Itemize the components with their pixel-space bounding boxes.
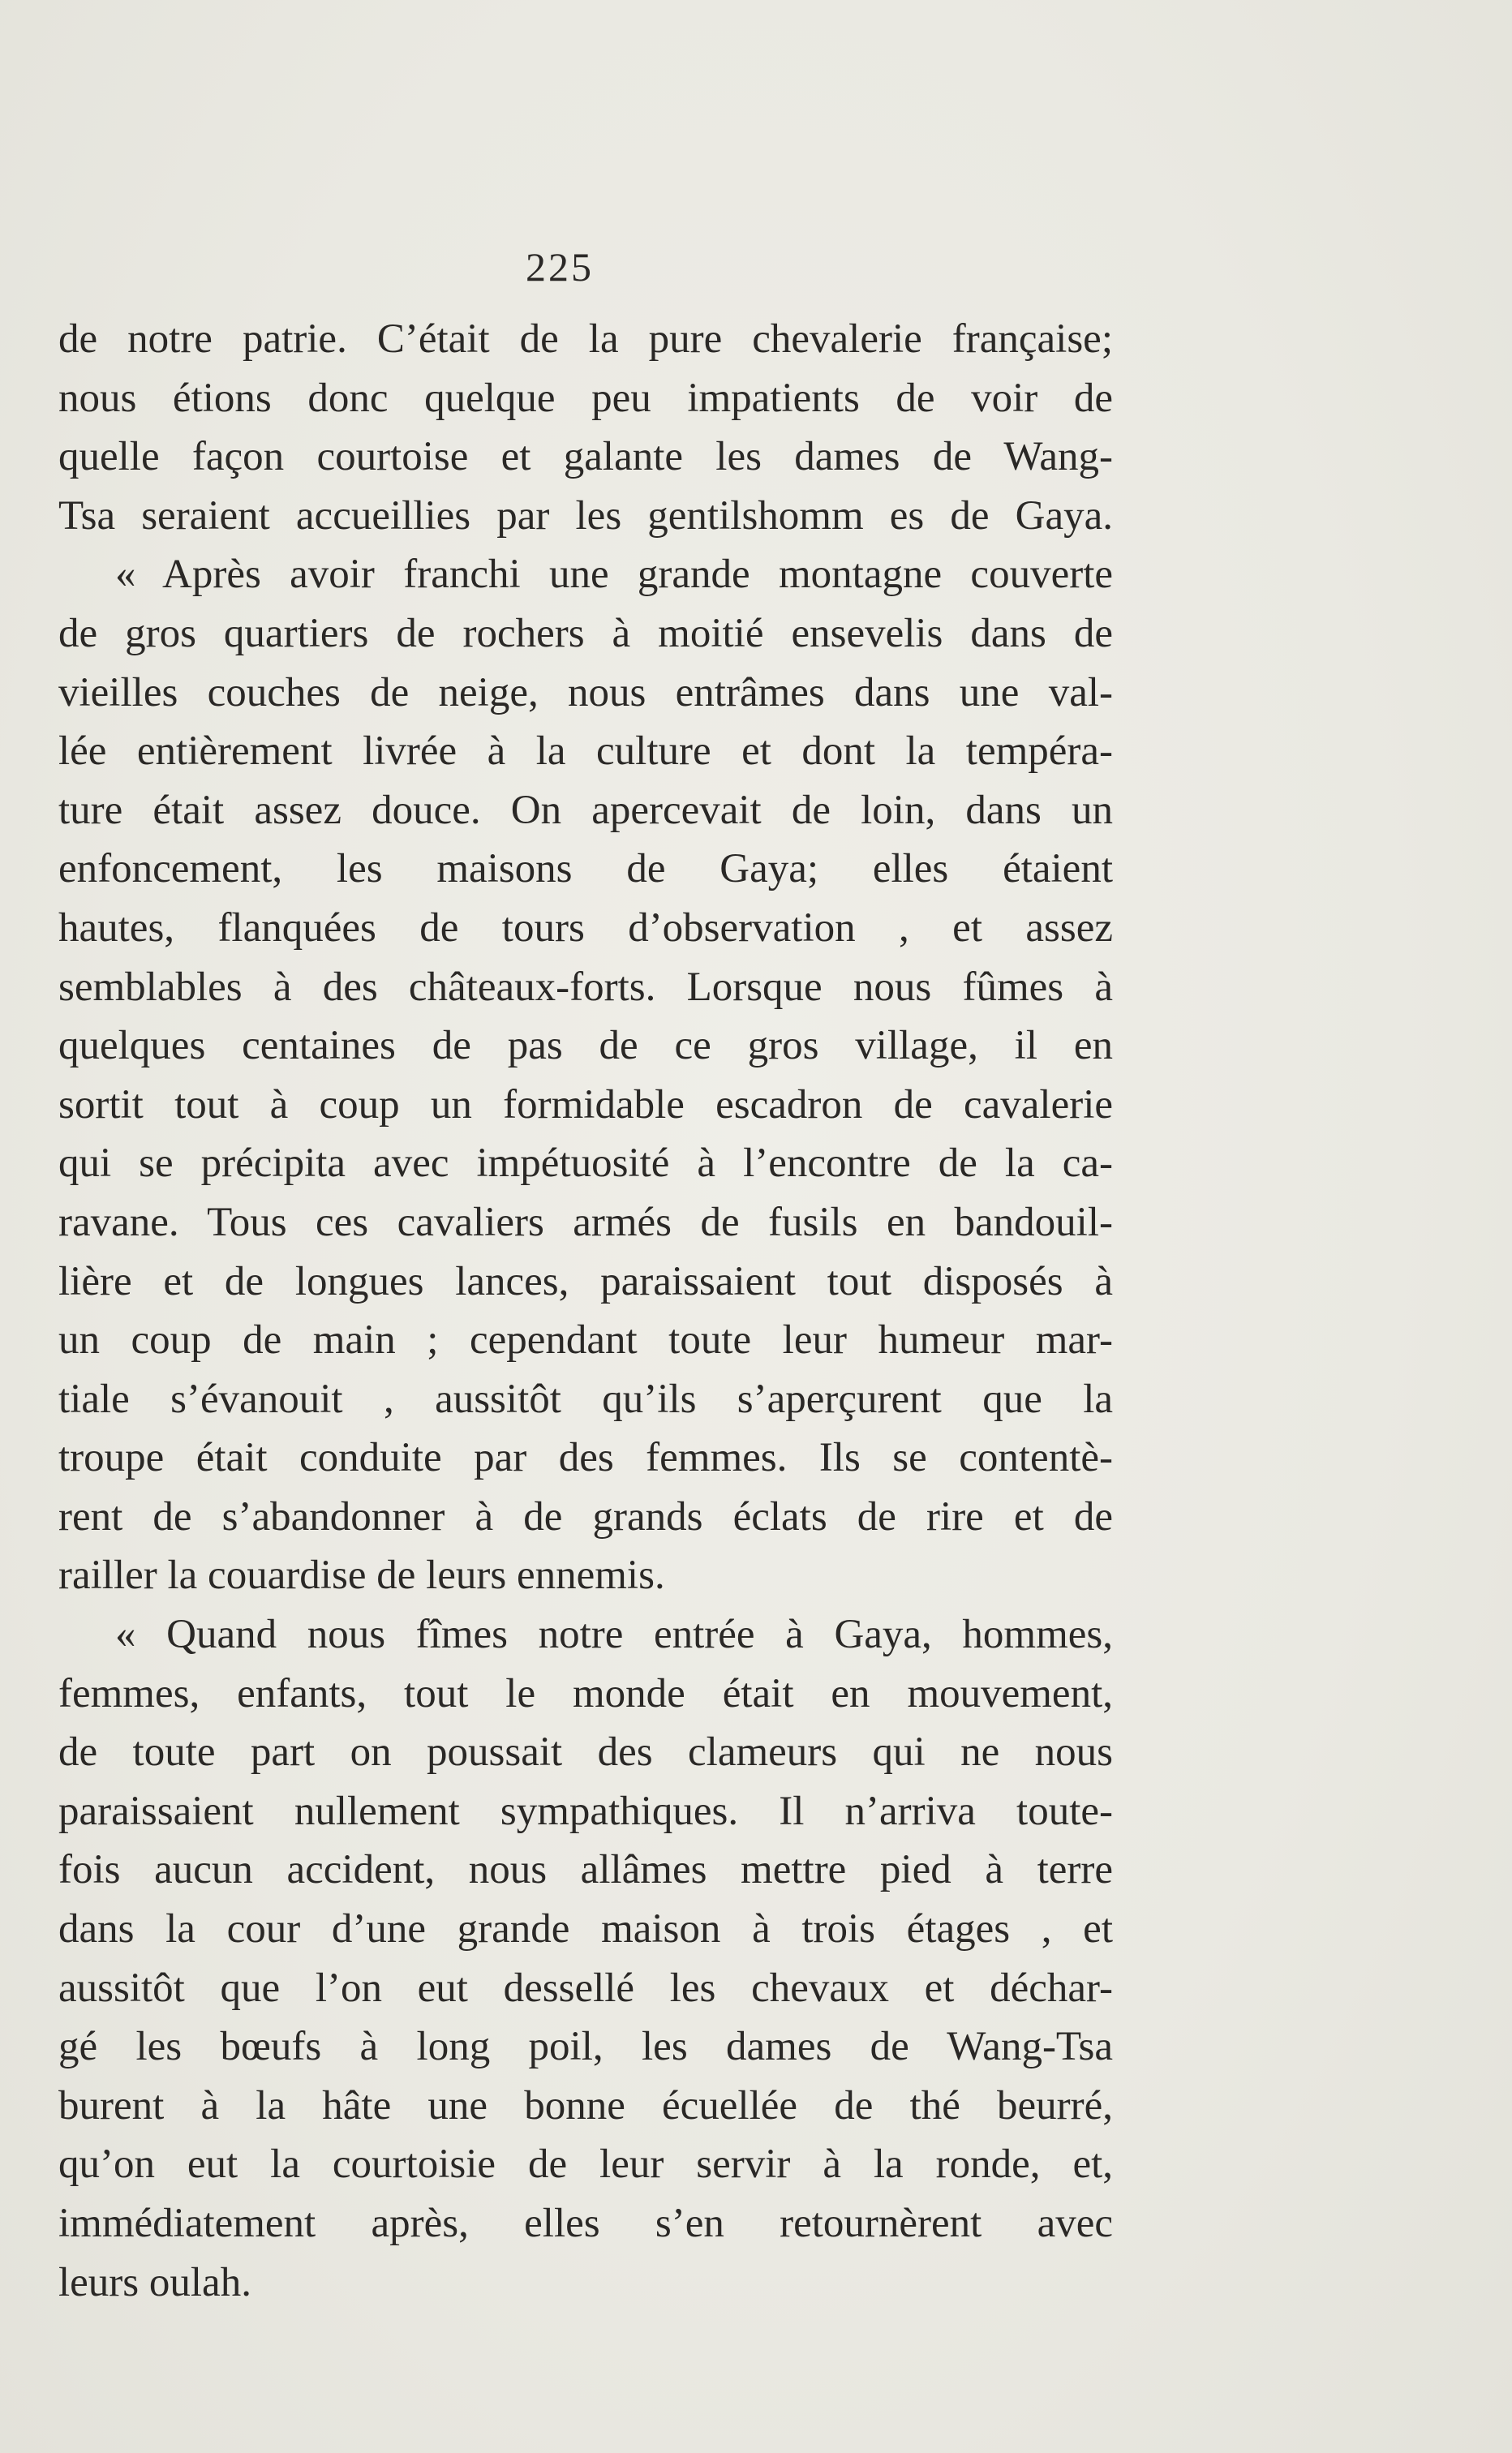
text-line [58,2194,1113,2253]
text-line-content: de toute part on poussait des clameurs qui ne nous [58,1729,1113,1776]
text-line-content: aussitôt que l’on eut dessellé les chevaux et déchar- [58,1965,1113,2011]
text-line-content: hautes, flanquées de tours d’observation , et assez [58,904,1113,951]
text-line [58,427,1113,487]
text-line [58,1428,1113,1488]
text-line [58,899,1113,958]
text-line-content: vieilles couches de neige, nous entrâmes dans une val- [58,669,1113,715]
text-line [58,545,1113,604]
text-line [58,1311,1113,1370]
text-line-content: de gros quartiers de rochers à moitié ensevelis dans de [58,610,1113,656]
text-line-content: Tsa seraient accueillies par les gentilshomm es de Gaya. [58,492,1113,539]
text-line-content: sortit tout à coup un formidable escadron de cavalerie [58,1081,1113,1128]
text-line-content: rent de s’abandonner à de grands éclats de rire et de [58,1493,1113,1540]
text-line [58,369,1113,428]
text-line [58,1370,1113,1429]
text-line [58,722,1113,781]
text-line-content: femmes, enfants, tout le monde était en mouvement, [58,1670,1113,1716]
text-line [58,604,1113,664]
text-line-content: dans la cour d’une grande maison à trois étages , et [58,1906,1113,1953]
text-line [58,1488,1113,1547]
text-line [58,840,1113,899]
text-line-content: leurs oulah. [58,2259,251,2305]
text-line [58,664,1113,723]
text-line-content: troupe était conduite par des femmes. Ils se contentè- [58,1435,1113,1481]
text-line-content: qui se précipita avec impétuosité à l’encontre de la ca- [58,1141,1113,1187]
text-line [58,1076,1113,1135]
text-line [58,958,1113,1017]
text-line [58,1546,1113,1605]
text-line-content: ture était assez douce. On apercevait de loin, dans un [58,787,1113,833]
text-line-content: railler la couardise de leurs ennemis. [58,1553,665,1599]
text-line [58,1665,1113,1724]
text-line-content: gé les bœufs à long poil, les dames de Wang-Tsa [58,2024,1113,2070]
text-line [58,1900,1113,1959]
text-line-content: « Après avoir franchi une grande montagne couverte [115,552,1113,598]
text-line-content: un coup de main ; cependant toute leur humeur mar- [58,1317,1113,1364]
text-line-content: de notre patrie. C’était de la pure chevalerie française; [58,316,1113,362]
text-line [58,2253,1113,2313]
text-line [58,1134,1113,1193]
text-line-content: semblables à des châteaux-forts. Lorsque nous fûmes à [58,964,1113,1010]
text-line-content: fois aucun accident, nous allâmes mettre pied à terre [58,1847,1113,1893]
text-line [58,310,1113,369]
text-line [58,1841,1113,1900]
text-line-content: tiale s’évanouit , aussitôt qu’ils s’aperçurent que la [58,1376,1113,1422]
text-line [58,1959,1113,2018]
text-line-content: immédiatement après, elles s’en retournèrent avec [58,2201,1113,2246]
text-line-content: lière et de longues lances, paraissaient tout disposés à [58,1258,1113,1304]
text-line-content: paraissaient nullement sympathiques. Il n’arriva toute- [58,1788,1113,1834]
text-line-content: quelques centaines de pas de ce gros village, il en [58,1023,1113,1069]
text-line-content: quelle façon courtoise et galante les dames de Wang- [58,434,1113,480]
text-line [58,1252,1113,1312]
text-line [58,1016,1113,1076]
text-line [58,487,1113,546]
page-number: 225 [526,244,594,290]
text-line [58,2077,1113,2136]
text-line [58,1723,1113,1782]
text-line [58,1193,1113,1252]
text-line-content: ravane. Tous ces cavaliers armés de fusils en bandouil- [58,1199,1113,1245]
text-line-content: enfoncement, les maisons de Gaya; elles étaient [58,846,1113,892]
text-line-content: qu’on eut la courtoisie de leur servir à la ronde, et, [58,2142,1113,2188]
text-line-content: nous étions donc quelque peu impatients de voir de [58,375,1113,421]
text-line-content: burent à la hâte une bonne écuellée de thé beurré, [58,2082,1113,2129]
body-text [58,310,1113,2312]
text-line-content: « Quand nous fîmes notre entrée à Gaya, hommes, [115,1612,1113,1658]
text-line [58,781,1113,840]
text-line [58,2135,1113,2194]
text-line [58,2017,1113,2077]
text-line-content: lée entièrement livrée à la culture et dont la tempéra- [58,728,1113,775]
text-line [58,1782,1113,1841]
text-line [58,1605,1113,1665]
